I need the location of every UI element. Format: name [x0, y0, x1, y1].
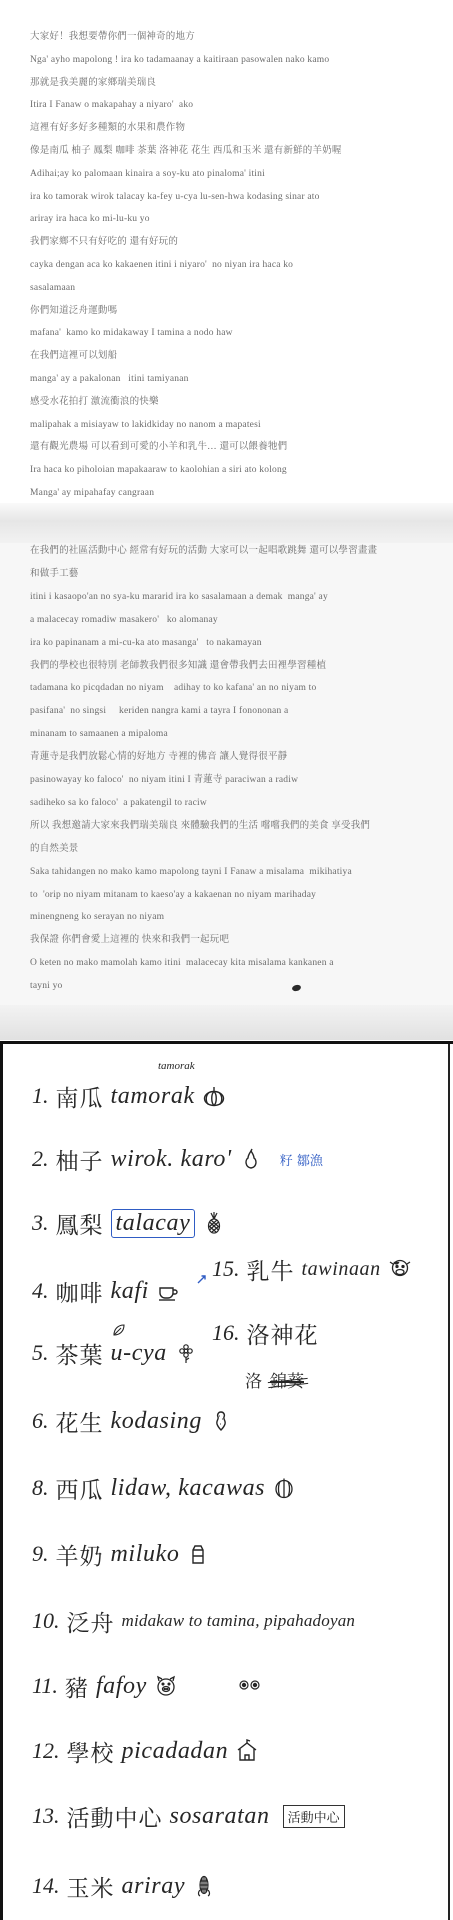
- typed-line: Nga' ayho mapolong ! ira ko tadamaanay a kaitiraan pasowalen nako kamo: [30, 54, 330, 65]
- vocab-item: [32, 1869, 216, 1903]
- item-number: 15.: [212, 1256, 240, 1281]
- typed-line: cayka dengan aca ko kakaenen itini i niyaro' no niyan ira haca ko: [30, 260, 294, 270]
- amis-word: kodasing: [110, 1407, 202, 1434]
- item-number: 1.: [32, 1083, 49, 1108]
- item-number: 11.: [32, 1673, 58, 1698]
- pear-icon: [239, 1147, 263, 1171]
- typed-line: 我保證 你們會愛上這裡的 快來和我們一起玩吧: [30, 935, 230, 946]
- item-number: 2.: [32, 1146, 49, 1171]
- amis-word: picadadan: [121, 1737, 229, 1764]
- typed-line: 感受水花拍打 激流衝浪的快樂: [30, 396, 159, 407]
- vocab-item: [32, 1404, 233, 1438]
- chinese-word: 學校: [66, 1740, 115, 1767]
- pumpkin-icon: [202, 1084, 226, 1108]
- watermelon-icon: [272, 1476, 296, 1500]
- typed-line: minanam to samaanen a mipaloma: [30, 729, 168, 740]
- amis-word: wirok. karo': [110, 1145, 232, 1172]
- school-house-icon: [235, 1739, 259, 1763]
- chinese-word: 羊奶: [55, 1543, 104, 1570]
- amis-word: u-cya: [110, 1339, 167, 1366]
- typed-line: tadamana ko picqdadan no niyam adihay to ko kafana' an no niyam to: [30, 683, 317, 694]
- typed-line: mafana' kamo ko midakaway I tamina a nodo haw: [30, 328, 233, 339]
- vocab-item: [32, 1142, 323, 1176]
- amis-word: fafoy: [95, 1672, 147, 1699]
- vocab-item: [212, 1316, 319, 1350]
- scan-page-break: [0, 503, 453, 543]
- typed-line: 青蓮寺是我們放鬆心情的好地方 寺裡的佛音 讓人覺得很平靜: [30, 752, 288, 763]
- vocab-item: [32, 1537, 210, 1571]
- typed-line: Ira haca ko piholoian mapakaaraw to kaolohian a siri ato kolong: [30, 465, 287, 476]
- chinese-word: 柚子: [55, 1148, 104, 1175]
- leaf-icon: [112, 1323, 126, 1337]
- typed-line: sadiheko sa ko faloco' a pakatengil to raciw: [30, 797, 207, 808]
- cow-icon: [388, 1257, 412, 1281]
- vocab-item: [32, 1799, 345, 1833]
- handwritten-vocab-page: [0, 1041, 453, 1920]
- blue-annotation: 籽 鄒漁: [279, 1153, 323, 1169]
- crossed-out-text: 錦葵: [270, 1367, 304, 1392]
- correction-character: 洛: [245, 1371, 262, 1392]
- vocab-item: [32, 1336, 198, 1370]
- item-number: 3.: [32, 1210, 49, 1235]
- peanut-icon: [209, 1409, 233, 1433]
- page-frame-left: [0, 1044, 3, 1920]
- typed-line: to 'orip no niyam mitanam to kaeso'ay a kakaenan no niyam marihaday: [30, 889, 317, 900]
- correction-note: [245, 1366, 304, 1392]
- typed-line: 這裡有好多好多種類的水果和農作物: [30, 123, 186, 134]
- amis-word: miluko: [110, 1540, 180, 1567]
- typed-line: 在我們這裡可以划船: [30, 351, 118, 362]
- typed-line: a malacecay romadiw masakero' ko alomanay: [30, 614, 218, 625]
- amis-word: kafi: [110, 1277, 149, 1304]
- amis-word: sosaratan: [169, 1802, 270, 1829]
- vocab-item: [32, 1604, 355, 1638]
- item-number: 10.: [32, 1608, 60, 1633]
- typed-line: malipahak a misiayaw to lakidkiday no nanom a mapatesi: [30, 419, 261, 430]
- typed-line: Manga' ay mipahafay cangraan: [30, 488, 155, 498]
- item-number: 14.: [32, 1873, 60, 1898]
- typed-line: pasifana' no singsi keriden nangra kami a tayra I fonononan a: [30, 706, 289, 717]
- vocab-item: [32, 1669, 178, 1703]
- typed-line: 像是南瓜 柚子 鳳梨 咖啡 茶葉 洛神花 花生 西瓜和玉米 還有新鮮的羊奶喔: [30, 146, 342, 156]
- typed-line: Adihai;ay ko palomaan kinaira a soy-ku ato pinaloma' itini: [30, 168, 265, 179]
- item-number: 4.: [32, 1278, 49, 1303]
- chinese-word: 花生: [55, 1410, 104, 1437]
- typed-line: sasalamaan: [30, 282, 76, 293]
- typed-line: 和做手工藝: [30, 568, 79, 579]
- typed-line: tayni yo: [30, 981, 63, 992]
- chinese-word: 茶葉: [55, 1342, 104, 1369]
- typed-line: O keten no mako mamolah kamo itini malacecay kita misalama kankanen a: [30, 958, 334, 969]
- chinese-word: 南瓜: [55, 1085, 104, 1112]
- typed-line: 你們知道泛舟運動嗎: [30, 305, 118, 316]
- pineapple-icon: [202, 1211, 226, 1235]
- vocab-item: [212, 1252, 412, 1286]
- pig-icon: [154, 1674, 178, 1698]
- typed-line: manga' ay a pakalonan itini tamiyanan: [30, 374, 189, 384]
- amis-word: midakaw to tamina, pipahadoyan: [121, 1611, 356, 1630]
- item-number: 9.: [32, 1541, 49, 1566]
- item-number: 6.: [32, 1408, 49, 1433]
- flower-icon: [174, 1341, 198, 1365]
- amis-word: ariray: [121, 1872, 186, 1899]
- item-number: 5.: [32, 1340, 49, 1365]
- typed-line: minengneng ko serayan no niyam: [30, 912, 165, 923]
- typed-line: ira ko tamorak wirok talacay ka-fey u-cya lu-sen-hwa kodasing sinar ato: [30, 191, 320, 202]
- vocab-item: [32, 1734, 259, 1768]
- typed-line: 大家好！我想要帶你們一個神奇的地方: [30, 32, 195, 42]
- item-number: 8.: [32, 1475, 49, 1500]
- vocab-item: [32, 1471, 296, 1505]
- typed-line: 還有觀光農場 可以看到可愛的小羊和乳牛… 還可以餵養牠們: [30, 442, 288, 453]
- typed-line: ariray ira haca ko mi-lu-ku yo: [30, 214, 150, 225]
- typed-line: 在我們的社區活動中心 經常有好玩的活動 大家可以一起唱歌跳舞 還可以學習畫畫: [30, 546, 378, 556]
- chinese-word: 咖啡: [55, 1280, 104, 1307]
- vocab-item: [32, 1079, 226, 1113]
- chinese-word: 玉米: [66, 1875, 115, 1902]
- chinese-word: 泛舟: [66, 1610, 115, 1637]
- amis-word: lidaw, kacawas: [110, 1474, 266, 1501]
- amis-word: tawinaan: [301, 1257, 381, 1280]
- doodle-icon: [238, 1678, 262, 1692]
- amis-word-boxed: talacay: [111, 1209, 196, 1238]
- scan-bottom-edge: [0, 1005, 453, 1040]
- typed-line: itini i kasaopo'an no sya-ku mararid ira ko sasalamaan a demak manga' ay: [30, 591, 328, 602]
- typed-line: 我們的學校也很特別 老師教我們很多知識 還會帶我們去田裡學習種植: [30, 660, 327, 671]
- blue-pen-mark-icon: [196, 1272, 208, 1284]
- chinese-word: 豬: [64, 1675, 89, 1702]
- milk-carton-icon: [186, 1542, 210, 1566]
- word-annotation: tamorak: [158, 1060, 195, 1072]
- boxed-annotation: 活動中心: [283, 1805, 345, 1828]
- typed-line: 所以 我想邀請大家來我們瑞美瑞良 來體驗我們的生活 嚐嚐我們的美食 享受我們: [30, 820, 371, 831]
- typed-line: ira ko papinanam a mi-cu-ka ato masanga' to nakamayan: [30, 637, 262, 648]
- chinese-word: 鳳梨: [55, 1212, 104, 1239]
- vocab-item: [32, 1274, 180, 1308]
- chinese-word: 西瓜: [55, 1477, 104, 1504]
- item-number: 16.: [212, 1320, 240, 1345]
- coffee-cup-icon: [156, 1279, 180, 1303]
- typed-line: Itira I Fanaw o makapahay a niyaro' ako: [30, 100, 194, 111]
- corn-icon: [192, 1874, 216, 1898]
- chinese-word: 乳牛: [246, 1258, 295, 1285]
- item-number: 13.: [32, 1803, 60, 1828]
- chinese-word: 活動中心: [66, 1805, 163, 1832]
- amis-word: tamorak: [110, 1082, 195, 1109]
- typed-line: 的自然美景: [30, 843, 79, 854]
- vocab-item: [32, 1206, 226, 1240]
- typed-line: pasinowayay ko faloco' no niyam itini I 青蓮寺 paraciwan a radiw: [30, 775, 299, 785]
- typed-line: 我們家鄉不只有好吃的 還有好玩的: [30, 237, 179, 248]
- typed-line: Saka tahidangen no mako kamo mapolong tayni I Fanaw a misalama mikihatiya: [30, 866, 352, 877]
- page-frame-right: [448, 1044, 450, 1920]
- chinese-word: 洛神花: [246, 1322, 319, 1349]
- item-number: 12.: [32, 1738, 60, 1763]
- typed-line: 那就是我美麗的家鄉瑞美瑞良: [30, 77, 157, 88]
